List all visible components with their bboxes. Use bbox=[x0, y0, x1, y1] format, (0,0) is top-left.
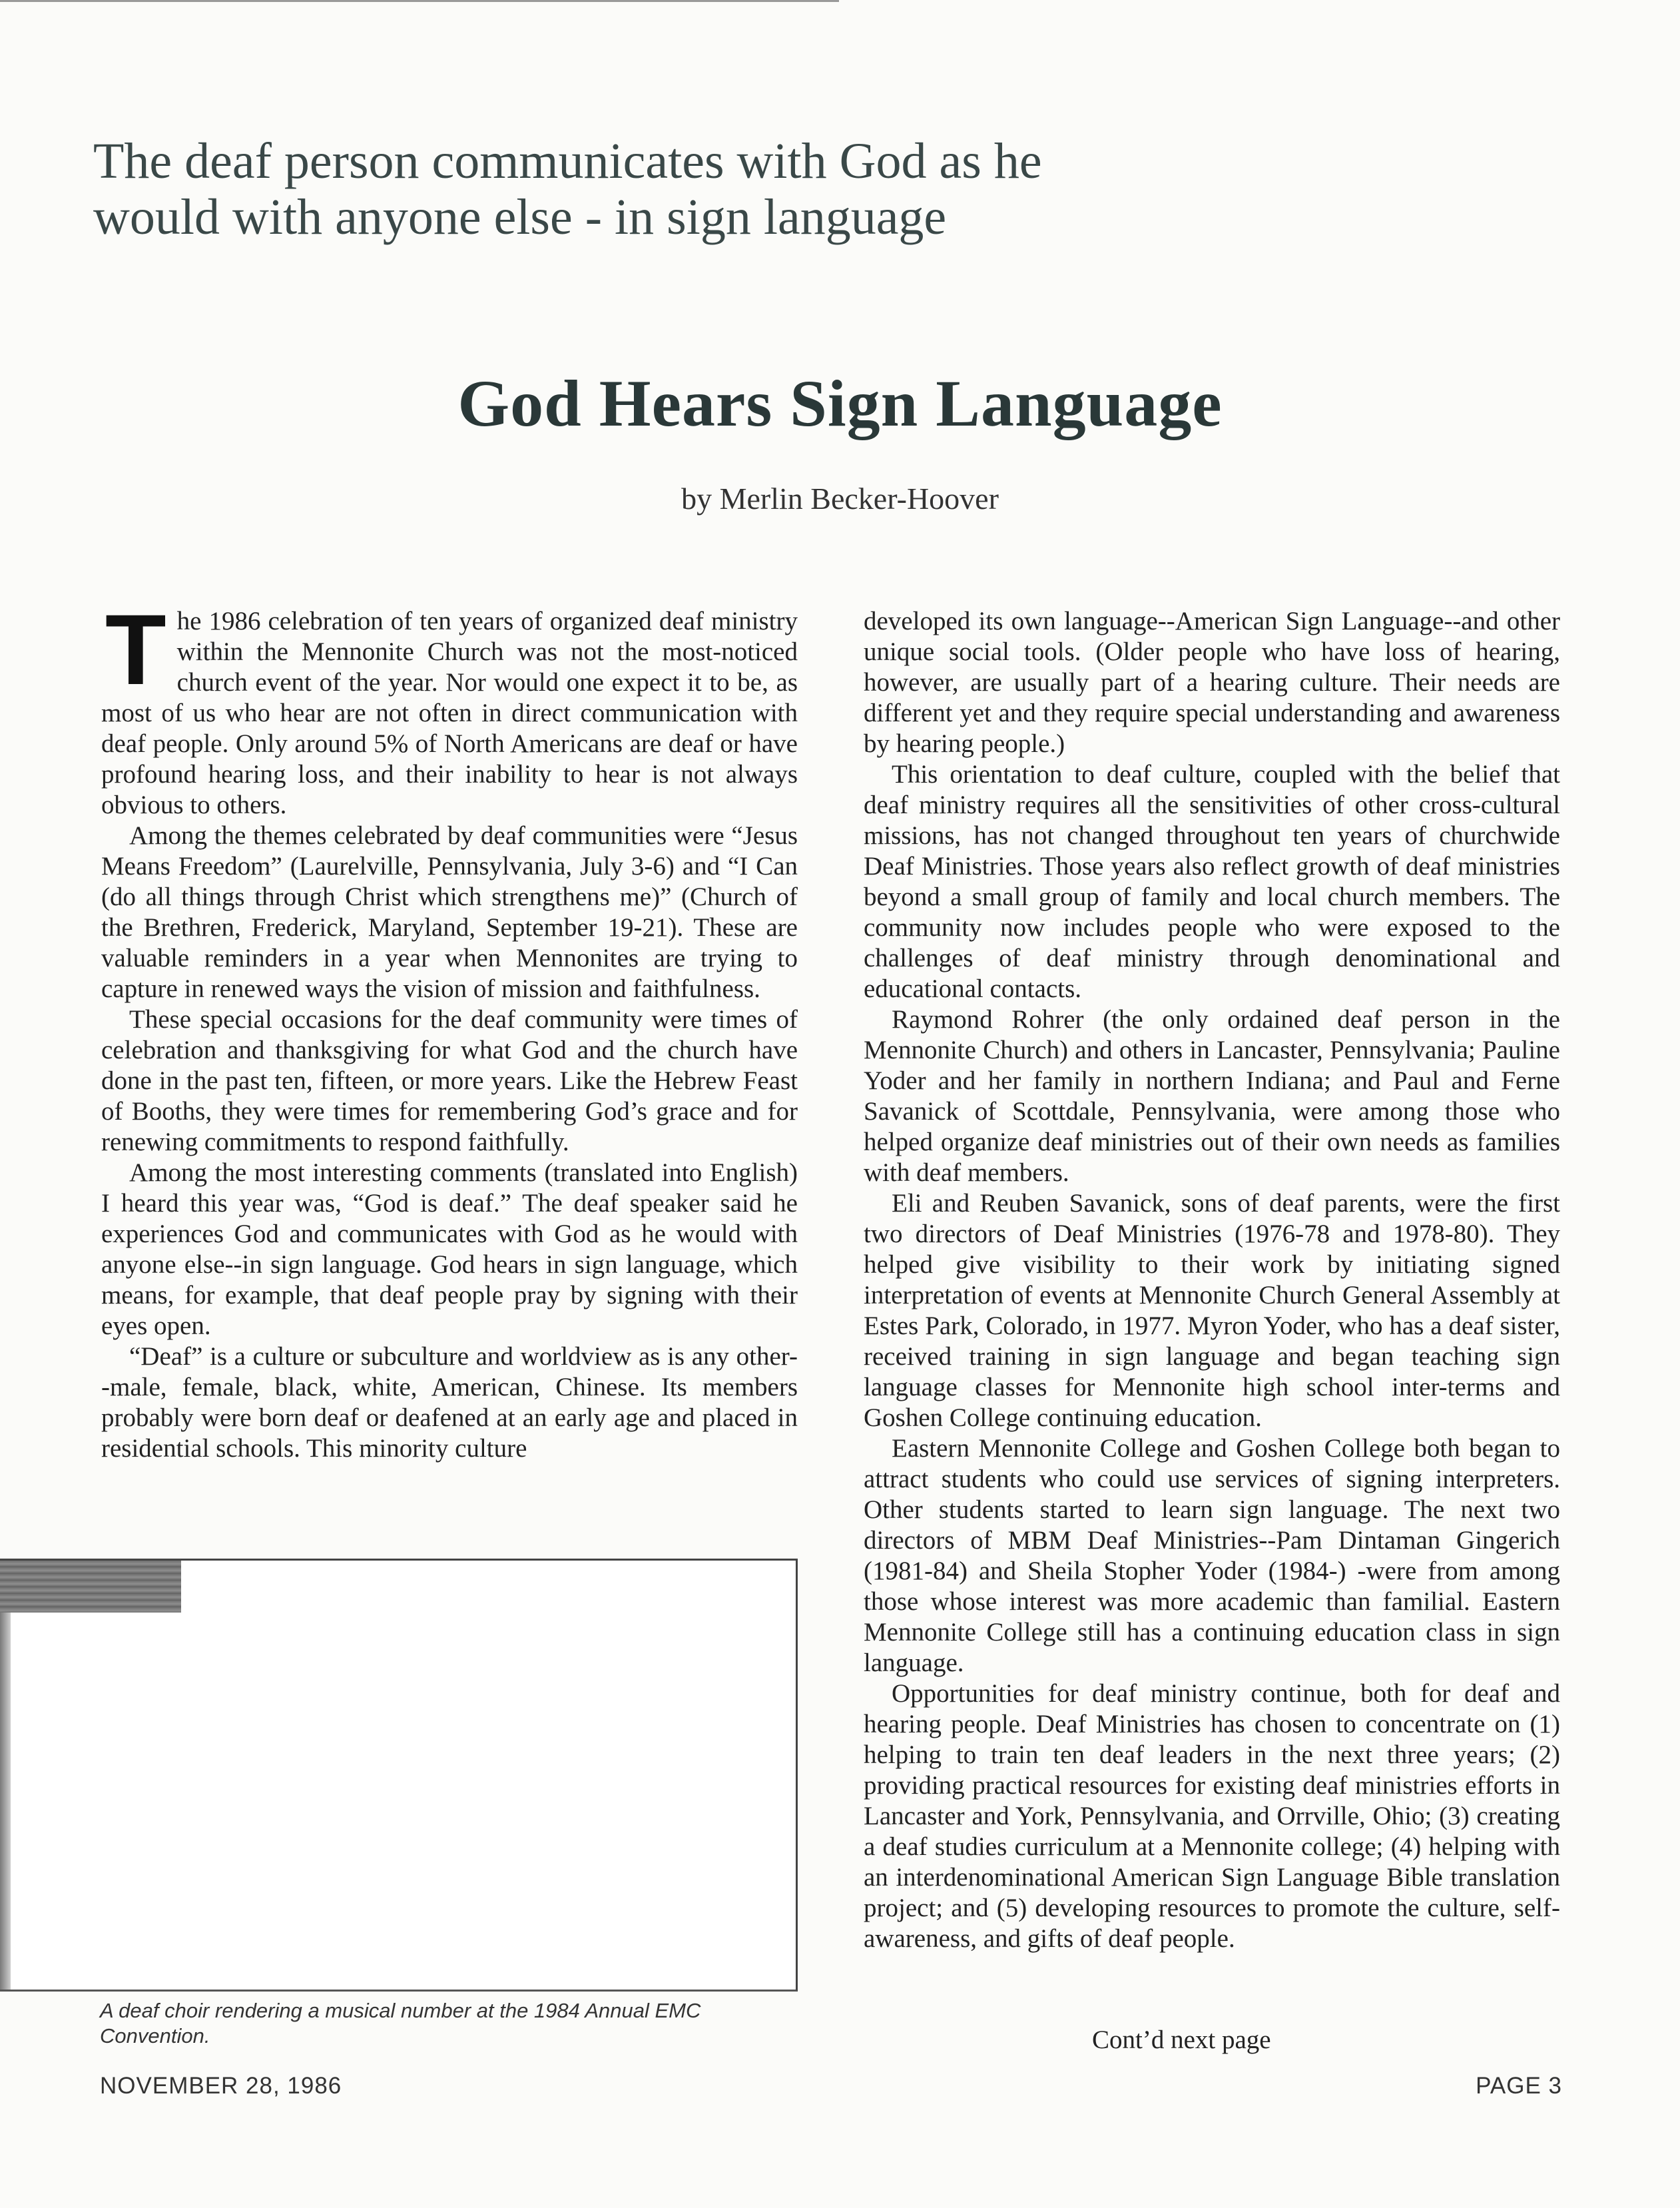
footer-date: NOVEMBER 28, 1986 bbox=[100, 2073, 342, 2099]
left-paragraph-5: “Deaf” is a culture or subculture and worldview as is any other--male, female, black, white, American, Chinese. Its members probably were born deaf or deafened at an early age and placed in residential schools. This minority culture bbox=[101, 1342, 798, 1463]
right-paragraph-2: This orientation to deaf culture, coupled with the belief that deaf ministry requires all the sensitivities of other cross-cultural missions, has not changed throughout ten years of churchwide Deaf Ministries. Those years also reflect growth of deaf ministries beyond a small group of family and local church members. The community now includes people who were exposed to the challenges of deaf ministry through denominational and educational contacts. bbox=[864, 760, 1560, 1003]
right-paragraph-5: Eastern Mennonite College and Goshen College both began to attract students who could use services of signing interpreters. Other students started to learn sign language. The next two directors of MBM Deaf Ministries--Pam Dintaman Gingerich (1981-84) and Sheila Stopher Yoder (1984-) -were from among those whose interest was more academic than familial. Eastern Mennonite College still has a continuing education class in sign language. bbox=[864, 1434, 1560, 1677]
footer-page-number: PAGE 3 bbox=[1476, 2073, 1562, 2099]
right-paragraph-3: Raymond Rohrer (the only ordained deaf person in the Mennonite Church) and others in Lancaster, Pennsylvania; Pauline Yoder and her family in northern Indiana; and Paul and Ferne Savanick of Scottdale, Pennsylvania, were among those who helped organize deaf ministries out of their own needs as families with deaf members. bbox=[864, 1005, 1560, 1187]
photo-caption: A deaf choir rendering a musical number at the 1984 Annual EMC Convention. bbox=[100, 1999, 701, 2047]
left-paragraph-3: These special occasions for the deaf community were times of celebration and thanksgiving for what God and the church have done in the past ten, fifteen, or more years. Like the Hebrew Feast of Booths, they were times for remembering God’s grace and for renewing commitments to respond faithfully. bbox=[101, 1005, 798, 1156]
article-title: God Hears Sign Language bbox=[457, 366, 1223, 440]
article-byline: by Merlin Becker-Hoover bbox=[681, 482, 999, 516]
drop-cap: T bbox=[105, 593, 166, 705]
left-paragraph-1 bbox=[101, 593, 798, 821]
left-paragraph-2: Among the themes celebrated by deaf communities were “Jesus Means Freedom” (Laurelville, Pennsylvania, July 3-6) and “I Can (do all things through Christ which strengthens me)” (Church of the Brethren, Frederick, Maryland, September 19-21). These are valuable reminders in a year when Mennonites are trying to capture in renewed ways the vision of mission and faithfulness. bbox=[101, 821, 798, 1003]
choir-photo bbox=[0, 1559, 798, 1992]
right-paragraph-1: developed its own language--American Sign Language--and other unique social tools. (Older people who have loss of hearing, however, are usually part of a hearing culture. Their needs are different yet and they require special understanding and awareness by hearing people.) bbox=[864, 607, 1560, 758]
left-paragraph-1-text: he 1986 celebration of ten years of organized deaf ministry within the Mennonite Church was not the most-noticed church event of the year. Nor would one expect it to be, as most of us who hear are not often in direct communication with deaf people. Only around 5% of North Americans are deaf or have profound hearing loss, and their inability to hear is not always obvious to others. bbox=[101, 607, 798, 819]
pull-quote: The deaf person communicates with God as he would with anyone else - in sign language bbox=[93, 133, 1042, 245]
right-column bbox=[864, 606, 1560, 1954]
photo-fragment bbox=[0, 1561, 181, 1613]
right-paragraph-4: Eli and Reuben Savanick, sons of deaf parents, were the first two directors of Deaf Ministries (1976-78 and 1978-80). They helped give visibility to their work by initiating signed interpretation of events at Mennonite Church General Assembly at Estes Park, Colorado, in 1977. Myron Yoder, who has a deaf sister, received training in sign language and began teaching sign language classes for Mennonite high school inter-terms and Goshen College continuing education. bbox=[864, 1189, 1560, 1432]
right-paragraph-6: Opportunities for deaf ministry continue, both for deaf and hearing people. Deaf Ministries has chosen to concentrate on (1) helping to train ten deaf leaders in the next three years; (2) providing practical resources for existing deaf ministries efforts in Lancaster and York, Pennsylvania, and Orrville, Ohio; (3) creating a deaf studies curriculum at a Mennonite college; (4) helping with an interdenominational American Sign Language Bible translation project; and (5) developing resources to promote the culture, self-awareness, and gifts of deaf people. bbox=[864, 1679, 1560, 1953]
top-rule bbox=[0, 0, 839, 2]
left-column bbox=[101, 593, 798, 1464]
photo-edge bbox=[0, 1613, 11, 1990]
left-paragraph-4: Among the most interesting comments (translated into English) I heard this year was, “God is deaf.” The deaf speaker said he experiences God and communicates with God as he would with anyone else--in sign language. God hears in sign language, which means, for example, that deaf people pray by signing with their eyes open. bbox=[101, 1158, 798, 1340]
continued-note: Cont’d next page bbox=[1092, 2025, 1271, 2054]
